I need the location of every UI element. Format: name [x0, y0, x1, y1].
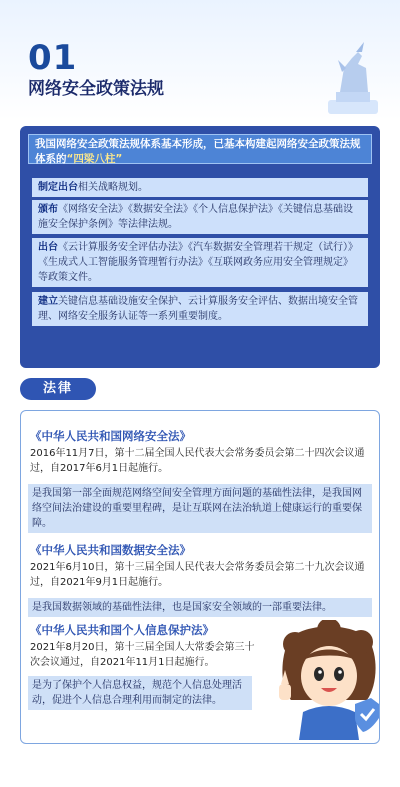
policy-item-text: 相关战略规划。	[78, 182, 148, 193]
policy-item-text: 《云计算服务安全评估办法》《汽车数据安全管理若干规定（试行）》《生成式人工智能服务管理暂行办法》《互联网政务应用安全管理规定》等政策文件。	[38, 242, 358, 283]
policy-item-text: 关键信息基础设施安全保护、云计算服务安全评估、数据出境安全管理、网络安全服务认证等一系列重要制度。	[38, 296, 358, 322]
law-tab: 法律	[20, 378, 96, 400]
law-title: 《中华人民共和国个人信息保护法》	[30, 623, 214, 637]
law-title: 《中华人民共和国数据安全法》	[30, 543, 191, 557]
policy-item	[32, 200, 368, 234]
policy-item	[32, 238, 368, 287]
law-date-text: 2021年8月20日，第十三届全国人大常委会第三十次会议通过，自2021年11月1日起施行。	[30, 642, 255, 668]
cartoon-girl-illustration	[275, 620, 383, 740]
policy-header-text: 我国网络安全政策法规体系基本形成，已基本构建起网络安全政策法规体系的	[35, 138, 361, 165]
policy-item-text: 《网络安全法》《数据安全法》《个人信息保护法》《关键信息基础设施安全保护条例》等法律法规。	[38, 204, 353, 230]
policy-item-keyword: 建立	[38, 296, 58, 307]
section-title: 网络安全政策法规	[28, 79, 164, 99]
policy-item	[32, 178, 368, 197]
policy-item-keyword: 出台	[38, 242, 58, 253]
policy-header	[28, 134, 372, 164]
policy-item	[32, 292, 368, 326]
policy-item-keyword: 制定出台	[38, 182, 78, 193]
policy-item-keyword: 颁布	[38, 204, 58, 215]
law-description: 是我国数据领域的基础性法律，也是国家安全领域的一部重要法律。	[28, 598, 372, 617]
goat-statue-illustration	[318, 38, 388, 116]
law-date-text: 2021年6月10日，第十三届全国人民代表大会常务委员会第二十九次会议通过，自2021年9月1日起施行。	[30, 562, 365, 588]
section-number: 01	[28, 38, 78, 78]
policy-header-highlight: “四梁八柱”	[66, 153, 123, 165]
law-title: 《中华人民共和国网络安全法》	[30, 429, 191, 443]
law-description: 是我国第一部全面规范网络空间安全管理方面问题的基础性法律，是我国网络空间法治建设的重要里程碑，是让互联网在法治轨道上健康运行的重要保障。	[28, 484, 372, 533]
law-date-text: 2016年11月7日，第十二届全国人民代表大会常务委员会第二十四次会议通过，自2017年6月1日起施行。	[30, 448, 365, 474]
law-description: 是为了保护个人信息权益，规范个人信息处理活动，促进个人信息合理利用而制定的法律。	[28, 676, 252, 710]
